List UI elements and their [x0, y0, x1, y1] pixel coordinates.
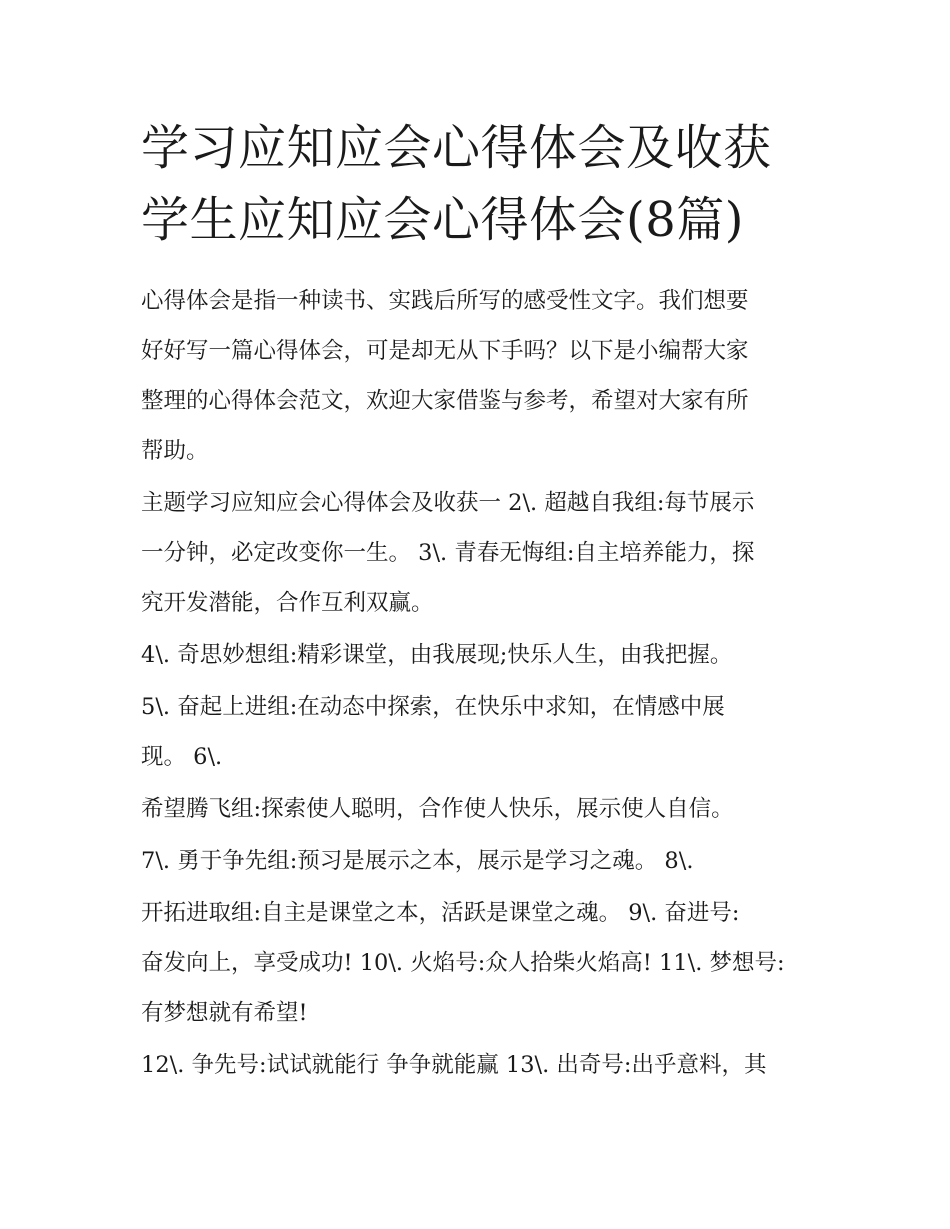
paragraph-item-7: [141, 836, 813, 886]
paragraph-item-6: [141, 784, 813, 834]
text-line: 一分钟，必定改变你一生。 3\. 青春无悔组:自主培养能力，探: [141, 540, 755, 566]
text-line: 帮助。: [141, 438, 209, 464]
text-line: 12\. 争先号:试试就能行 争争就能赢 13\. 出奇号:出乎意料，其: [141, 1052, 767, 1078]
text-line: 现。 6\.: [141, 744, 223, 770]
text-line: 整理的心得体会范文，欢迎大家借鉴与参考，希望对大家有所: [141, 388, 749, 414]
text-line: 好好写一篇心得体会，可是却无从下手吗？以下是小编帮大家: [141, 338, 749, 364]
paragraph-item-12: [141, 1040, 813, 1090]
title-line: 学生应知应会心得体会(8篇): [141, 192, 744, 248]
title-line: 学习应知应会心得体会及收获: [141, 120, 772, 176]
text-line: 开拓进取组:自主是课堂之本，活跃是课堂之魂。 9\. 奋进号:: [141, 900, 740, 926]
text-line: 有梦想就有希望!: [141, 1000, 308, 1026]
paragraph-item-5: [141, 682, 813, 782]
text-line: 究开发潜能，合作互利双赢。: [141, 590, 434, 616]
text-line: 5\. 奋起上进组:在动态中探索，在快乐中求知，在情感中展: [141, 694, 725, 720]
text-line: 4\. 奇思妙想组:精彩课堂，由我展现;快乐人生，由我把握。: [141, 642, 733, 668]
text-line: 希望腾飞组:探索使人聪明，合作使人快乐，展示使人自信。: [141, 796, 734, 822]
text-line: 奋发向上，享受成功! 10\. 火焰号:众人拾柴火焰高! 11\. 梦想号:: [141, 950, 785, 976]
paragraph-intro: [141, 276, 813, 476]
paragraph-topic: [141, 478, 813, 628]
document-body: [141, 276, 813, 1090]
paragraph-item-8: [141, 888, 813, 1038]
text-line: 7\. 勇于争先组:预习是展示之本，展示是学习之魂。 8\.: [141, 848, 694, 874]
paragraph-item-4: [141, 630, 813, 680]
text-line: 心得体会是指一种读书、实践后所写的感受性文字。我们想要: [141, 288, 749, 314]
document-page: [141, 112, 813, 1092]
text-line: 主题学习应知应会心得体会及收获一 2\. 超越自我组:每节展示: [141, 490, 755, 516]
document-title: [141, 112, 813, 256]
